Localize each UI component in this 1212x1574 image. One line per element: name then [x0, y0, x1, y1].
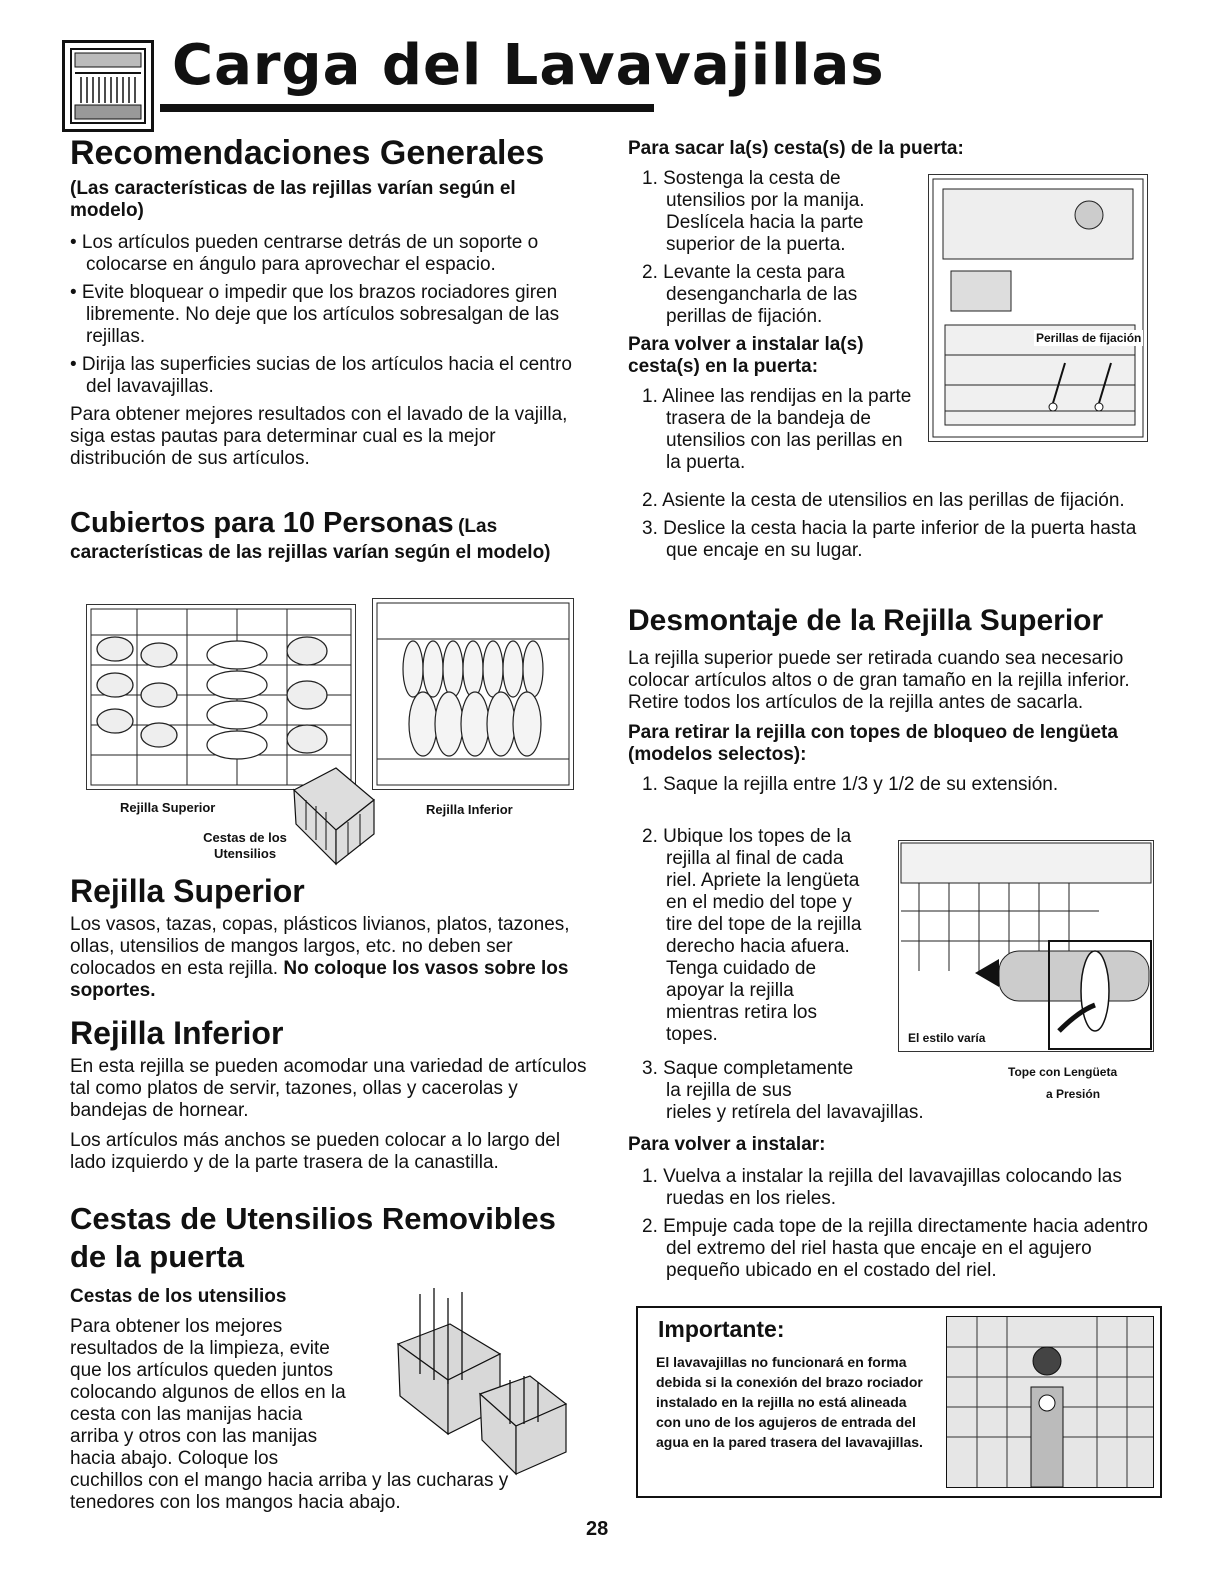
- page-number: 28: [586, 1518, 609, 1540]
- reinstall-basket-step1: [628, 386, 918, 474]
- general-bullets: [70, 232, 590, 398]
- upper-rack-heading: Rejilla Superior: [70, 873, 305, 909]
- lower-rack-illustration: [372, 598, 574, 790]
- page-title: Carga del Lavavajillas: [172, 33, 885, 98]
- place-settings-heading-suffix: (Las: [458, 516, 498, 537]
- place-settings-subheading: características de las rejillas varían según el modelo): [70, 542, 551, 563]
- general-recommendations-section: [70, 134, 590, 470]
- reinstall-basket-heading: Para volver a instalar la(s) cesta(s) en la puerta:: [628, 334, 864, 377]
- text-line: colocando algunos de ellos en la: [70, 1382, 346, 1403]
- caption-locking-knobs: Perillas de fijación: [1036, 331, 1142, 345]
- upper-rack-text-bold: No coloque los vasos sobre los soportes.: [70, 958, 569, 1001]
- text-line: riel. Apriete la lengüeta: [666, 870, 860, 891]
- text-line: 3. Saque completamente: [642, 1058, 854, 1079]
- text-line: derecho hacia afuera.: [666, 936, 850, 957]
- list-item: 2. Asiente la cesta de utensilios en las perillas de fijación.: [642, 490, 1125, 511]
- list-item: 2. Levante la cesta para desengancharla de las perillas de fijación.: [642, 262, 858, 327]
- text-line: hacia abajo. Coloque los: [70, 1448, 279, 1469]
- text-line: que los artículos queden juntos: [70, 1360, 334, 1381]
- lower-rack-heading: Rejilla Inferior: [70, 1015, 284, 1051]
- list-item: • Los artículos pueden centrarse detrás de un soporte o colocarse en ángulo para aprovechar el espacio.: [70, 232, 539, 275]
- upper-rack-removal-section: [628, 602, 1148, 802]
- upper-rack-text: [70, 914, 590, 1002]
- upper-rack-removal-step2: [642, 826, 902, 1046]
- reinstall-basket-steps: [628, 490, 1138, 562]
- lower-rack-section: [70, 1014, 590, 1174]
- lower-rack-p1: En esta rejilla se pueden acomodar una variedad de artículos tal como platos de servir, tazones, ollas y cacerolas y bandejas de hornear.: [70, 1056, 587, 1121]
- caption-style-varies: El estilo varía: [908, 1031, 986, 1045]
- caption-utensil-baskets: Cestas de los Utensilios: [203, 830, 287, 861]
- text-line: topes.: [666, 1024, 718, 1045]
- upper-rack-section: [70, 872, 590, 1002]
- list-item: • Evite bloquear o impedir que los brazos rociadores giren libremente. No deje que los artículos sobresalgan de las rejillas.: [70, 282, 560, 347]
- upper-rack-text-regular: Los vasos, tazas, copas, plásticos livianos, platos, tazones, ollas, utensilios de mangos largos, etc. no deben ser colocados en esta rejilla.: [70, 914, 570, 979]
- text-line: rejilla al final de cada: [666, 848, 844, 869]
- text-line: Tenga cuidado de: [666, 958, 817, 979]
- text-line: cuchillos con el mango hacia arriba y las cucharas y: [70, 1470, 509, 1491]
- list-item: 1. Saque la rejilla entre 1/3 y 1/2 de su extensión.: [642, 774, 1059, 795]
- remove-door-basket-section: [628, 138, 964, 480]
- caption-lower-rack: Rejilla Inferior: [426, 802, 513, 817]
- upper-rack-removal-heading: Desmontaje de la Rejilla Superior: [628, 604, 1104, 637]
- remove-basket-heading: Para sacar la(s) cesta(s) de la puerta:: [628, 138, 964, 159]
- general-heading: Recomendaciones Generales: [70, 134, 545, 172]
- reinstall-basket-steps-continued: [628, 490, 1138, 568]
- upper-rack-removal-subheading: Para retirar la rejilla con topes de bloqueo de lengüeta (modelos selectos):: [628, 722, 1118, 765]
- baskets-heading-line1: Cestas de Utensilios Removibles: [70, 1201, 556, 1236]
- cutlery-basket-illustration: [390, 1284, 570, 1484]
- text-line: resultados de la limpieza, evite: [70, 1338, 330, 1359]
- text-line: Para obtener los mejores: [70, 1316, 283, 1337]
- text-line: rieles y retírela del lavavajillas.: [666, 1102, 924, 1123]
- dishwasher-icon: [62, 40, 154, 132]
- remove-basket-steps: [628, 168, 918, 328]
- text-line: 2. Ubique los topes de la: [642, 826, 852, 847]
- general-paragraph: Para obtener mejores resultados con el lavado de la vajilla, siga estas pautas para determinar cual es la mejor distribución de sus artículos.: [70, 404, 568, 469]
- caption-upper-rack: Rejilla Superior: [120, 800, 216, 815]
- important-title: Importante:: [658, 1316, 785, 1342]
- upper-rack-removal-step1: [628, 774, 1148, 796]
- text-line: cesta con las manijas hacia: [70, 1404, 303, 1425]
- reinstall-rack-section: [628, 1134, 1148, 1288]
- lower-rack-p2: Los artículos más anchos se pueden colocar a lo largo del lado izquierdo y de la parte trasera de la canastilla.: [70, 1130, 561, 1173]
- list-item: • Dirija las superficies sucias de los artículos hacia el centro del lavavajillas.: [70, 354, 572, 397]
- caption-tab-stop-line2: a Presión: [1046, 1087, 1101, 1101]
- text-line: la rejilla de sus: [666, 1080, 792, 1101]
- reinstall-rack-steps: [628, 1166, 1148, 1282]
- list-item: 2. Empuje cada tope de la rejilla directamente hacia adentro del extremo del riel hasta que encaje en el agujero pequeño ubicado en el costado del riel.: [642, 1216, 1148, 1281]
- baskets-heading-line2: de la puerta: [70, 1239, 244, 1274]
- place-settings-heading: Cubiertos para 10 Personas: [70, 507, 454, 539]
- text-line: arriba y otros con las manijas: [70, 1426, 318, 1447]
- rack-stop-illustration: [898, 840, 1154, 1052]
- text-line: mientras retira los: [666, 1002, 817, 1023]
- list-item: 1. Alinee las rendijas en la parte trasera de la bandeja de utensilios con las perillas en la puerta.: [642, 386, 912, 473]
- utensil-basket-illustration: [286, 760, 382, 870]
- text-line: tenedores con los mangos hacia abajo.: [70, 1492, 401, 1513]
- list-item: 3. Deslice la cesta hacia la parte inferior de la puerta hasta que encaje en su lugar.: [642, 518, 1137, 561]
- general-subheading: (Las características de las rejillas varían según el modelo): [70, 178, 516, 221]
- upper-rack-removal-step3: [642, 1058, 1002, 1124]
- baskets-subheading: Cestas de los utensilios: [70, 1286, 287, 1307]
- title-underline: [160, 104, 654, 112]
- text-line: tire del tope de la rejilla: [666, 914, 862, 935]
- place-settings-section: [70, 506, 590, 566]
- door-basket-illustration: [928, 174, 1148, 442]
- list-item: 1. Vuelva a instalar la rejilla del lavavajillas colocando las ruedas en los rieles.: [642, 1166, 1122, 1209]
- important-text: El lavavajillas no funcionará en forma debida si la conexión del brazo rociador instalado en la rejilla no está alineada con uno de los agujeros de entrada del agua en la pared trasera del lavavajillas.: [656, 1354, 923, 1450]
- upper-rack-removal-paragraph: La rejilla superior puede ser retirada cuando sea necesario colocar artículos altos o de gran tamaño en la rejilla inferior. Retire todos los artículos de la rejilla antes de sacarla.: [628, 648, 1130, 713]
- text-line: apoyar la rejilla: [666, 980, 794, 1001]
- text-line: en el medio del tope y: [666, 892, 852, 913]
- spray-arm-illustration: [946, 1316, 1154, 1488]
- reinstall-rack-heading: Para volver a instalar:: [628, 1134, 826, 1155]
- caption-tab-stop-line1: Tope con Lengüeta: [1008, 1065, 1118, 1079]
- important-notice: [636, 1306, 1162, 1498]
- list-item: 1. Sostenga la cesta de utensilios por la manija. Deslícela hacia la parte superior de la puerta.: [642, 168, 865, 255]
